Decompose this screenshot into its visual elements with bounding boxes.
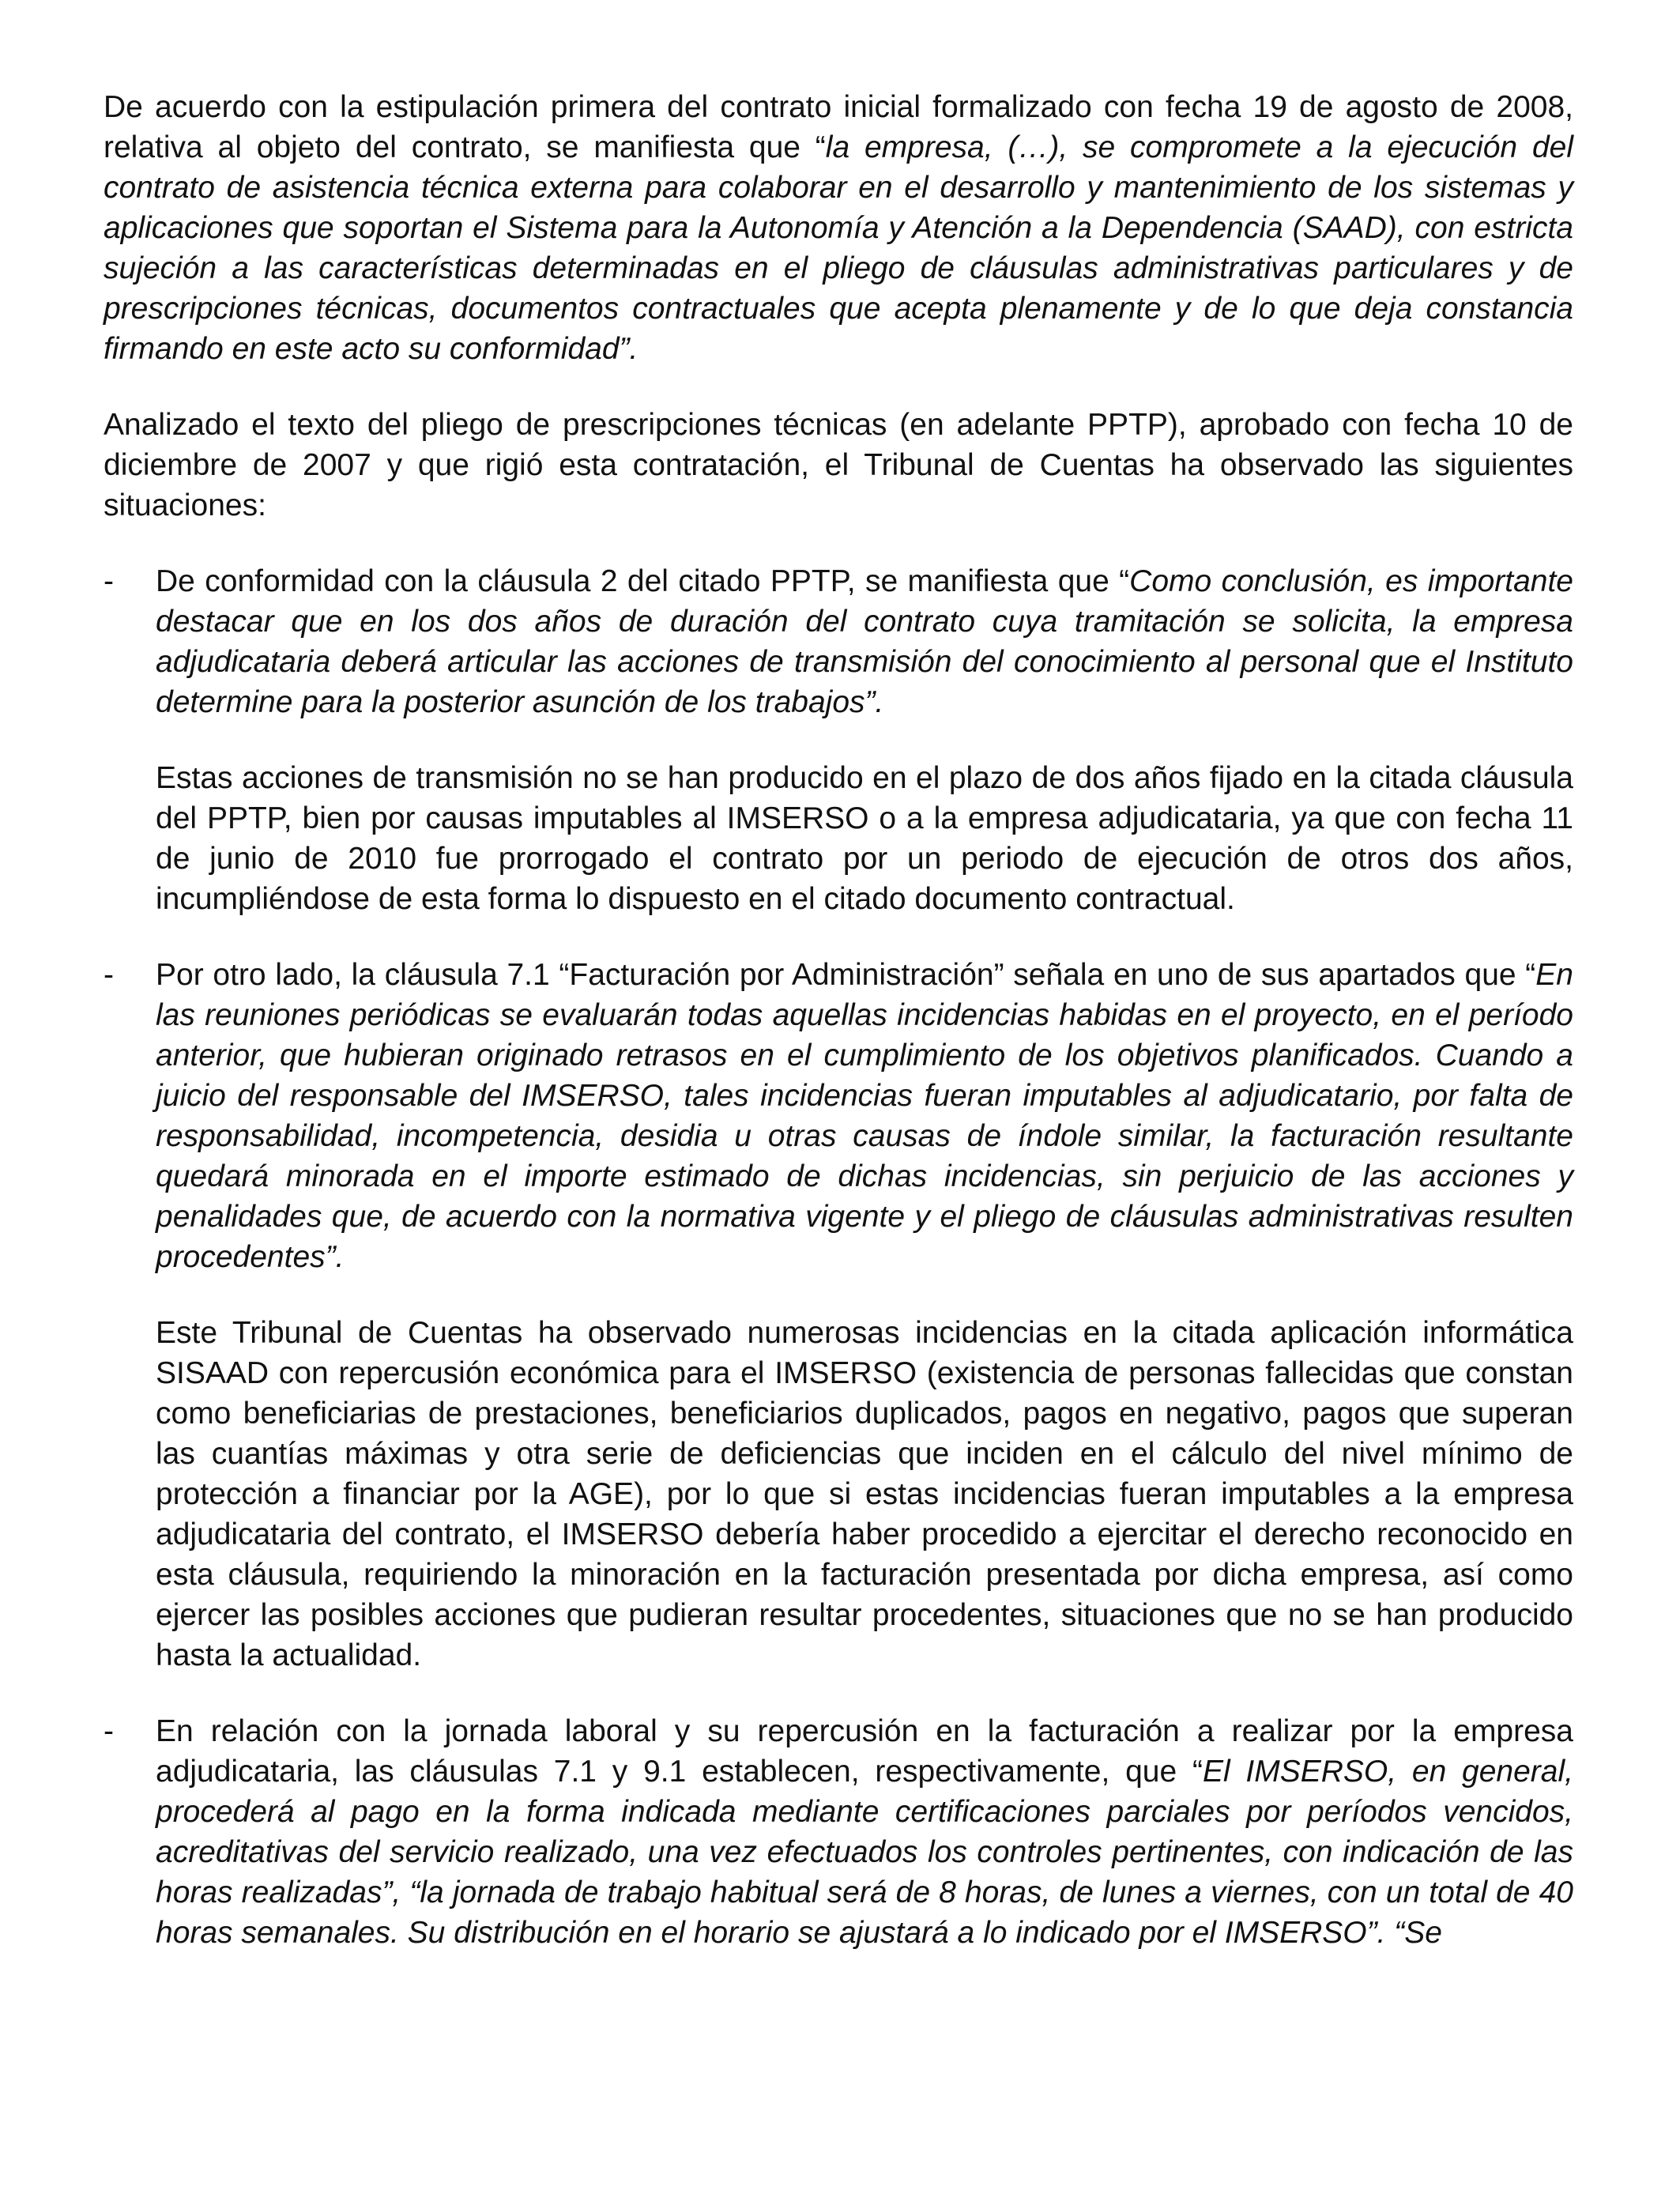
quoted-text: Como conclusión, es importante destacar que en los dos años de duración del contrato cuya tramitación se solicita, la empresa adjudicataria deberá articular las acciones de transmisión del conocimiento al personal que el Instituto determine para la posterior asunción de los trabajos”. [156, 564, 1573, 719]
paragraph-text: De acuerdo con la estipulación primera del contrato inicial formalizado con fecha 19 de agosto de 2008, relativa al objeto del contrato, se manifiesta que “ [104, 90, 1573, 164]
list-item-followup: Estas acciones de transmisión no se han producido en el plazo de dos años fijado en la citada cláusula del PPTP, bien por causas imputables al IMSERSO o a la empresa adjudicataria, ya que con fecha 11 de junio de 2010 fue prorrogado el contrato por un periodo de ejecución de otros dos años, incumpliéndose de esta forma lo dispuesto en el citado documento contractual. [156, 761, 1573, 916]
paragraph-pptp-analysis: Analizado el texto del pliego de prescripciones técnicas (en adelante PPTP), aprobado con fecha 10 de diciembre de 2007 y que rigió esta contratación, el Tribunal de Cuentas ha observado las siguientes situaciones: [104, 408, 1573, 522]
list-item [104, 1711, 1573, 1953]
list-item-text [156, 955, 1573, 1277]
quoted-text: En las reuniones periódicas se evaluarán todas aquellas incidencias habidas en el proyecto, en el período anterior, que hubieran originado retrasos en el cumplimiento de los objetivos planificados. Cuando a juicio del responsable del IMSERSO, tales incidencias fueran imputables al adjudicatario, por falta de responsabilidad, incompetencia, desidia u otras causas de índole similar, la facturación resultante quedará minorada en el importe estimado de dichas incidencias, sin perjuicio de las acciones y penalidades que, de acuerdo con la normativa vigente y el pliego de cláusulas administrativas resulten procedentes”. [156, 958, 1573, 1274]
list-item-body [156, 561, 1573, 919]
bullet-dash: - [104, 564, 114, 598]
list-item-text [156, 1711, 1573, 1953]
list-item [104, 561, 1573, 919]
paragraph-text: En relación con la jornada laboral y su repercusión en la facturación a realizar por la empresa adjudicataria, las cláusulas 7.1 y 9.1 establecen, respectivamente, que “ [156, 1714, 1573, 1789]
paragraph-contract-object [104, 87, 1573, 369]
paragraph-text: De conformidad con la cláusula 2 del citado PPTP, se manifiesta que “ [156, 564, 1130, 598]
list-item-text [156, 561, 1573, 722]
bullet-dash: - [104, 1714, 114, 1748]
list-item-followup: Este Tribunal de Cuentas ha observado numerosas incidencias en la citada aplicación informática SISAAD con repercusión económica para el IMSERSO (existencia de personas fallecidas que constan como beneficiarias de prestaciones, beneficiarios duplicados, pagos en negativo, pagos que superan las cuantías máximas y otra serie de deficiencias que inciden en el cálculo del nivel mínimo de protección a financiar por la AGE), por lo que si estas incidencias fueran imputables a la empresa adjudicataria del contrato, el IMSERSO debería haber procedido a ejercitar el derecho reconocido en esta cláusula, requiriendo la minoración en la facturación presentada por dicha empresa, así como ejercer las posibles acciones que pudieran resultar procedentes, situaciones que no se han producido hasta la actualidad. [156, 1316, 1573, 1672]
list-item-body [156, 955, 1573, 1676]
quoted-text: El IMSERSO, en general, procederá al pago en la forma indicada mediante certificaciones parciales por períodos vencidos, acreditativas del servicio realizado, una vez efectuados los controles pertinentes, con indicación de las horas realizadas”, “la jornada de trabajo habitual será de 8 horas, de lunes a viernes, con un total de 40 horas semanales. Su distribución en el horario se ajustará a lo indicado por el IMSERSO”. “Se [156, 1755, 1573, 1950]
bullet-dash: - [104, 958, 114, 992]
list-item-body [156, 1711, 1573, 1953]
paragraph-text: Por otro lado, la cláusula 7.1 “Facturación por Administración” señala en uno de sus apartados que “ [156, 958, 1536, 992]
quoted-text: la empresa, (…), se compromete a la ejecución del contrato de asistencia técnica externa para colaborar en el desarrollo y mantenimiento de los sistemas y aplicaciones que soportan el Sistema para la Autonomía y Atención a la Dependencia (SAAD), con estricta sujeción a las características determinadas en el pliego de cláusulas administrativas particulares y de prescripciones técnicas, documentos contractuales que acepta plenamente y de lo que deja constancia firmando en este acto su conformidad”. [104, 130, 1573, 366]
list-item [104, 955, 1573, 1676]
document-page [104, 87, 1573, 1989]
